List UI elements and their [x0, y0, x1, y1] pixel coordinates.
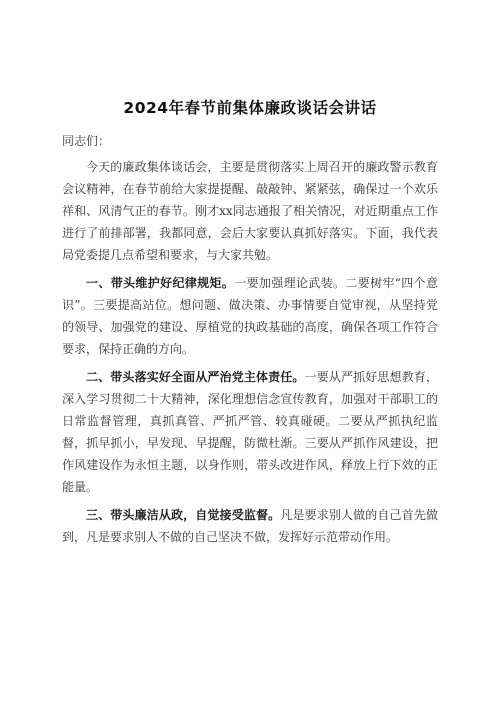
section-2-paragraph	[62, 366, 438, 498]
section-1-heading: 一、带头维护好纪律规矩。	[86, 276, 235, 290]
document-title: 2024年春节前集体廉政谈话会讲话	[123, 99, 377, 117]
section-2-heading: 二、带头落实好全面从严治党主体责任。	[86, 370, 305, 384]
section-3-heading: 三、带头廉洁从政，自觉接受监督。	[86, 508, 281, 522]
section-3-body: 凡是要求别人做的自己首先做到，凡是要求别人不做的自己坚决不做，发挥好示范带动作用。	[62, 508, 438, 544]
section-1-body: 一要加强理论武装。二要树牢“四个意识”。三要提高站位。想问题、做决策、办事情要自觉审视，从坚持党的领导、加强党的建设、厚植党的执政基础的高度，确保各项工作符合要求，保持正确的方向。	[62, 276, 438, 356]
intro-paragraph: 今天的廉政集体谈话会，主要是贯彻落实上周召开的廉政警示教育会议精神，在春节前给大家提提醒、敲敲钟、紧紧弦，确保过一个欢乐祥和、风清气正的春节。刚才xx同志通报了相关情况，对近期重点工作进行了前排部署，我都同意，会后大家要认真抓好落实。下面，我代表局党委提几点希望和要求，与大家共勉。	[62, 160, 438, 262]
salutation: 同志们：	[62, 134, 111, 148]
section-3-paragraph	[62, 504, 438, 548]
section-1-paragraph	[62, 272, 438, 360]
section-2-body: 一要从严抓好思想教育，深入学习贯彻二十大精神，深化理想信念宣传教育，加强对干部职工的日常监督管理，真抓真管、严抓严管、较真碰硬。二要从严抓执纪监督，抓早抓小，早发现、早提醒，防微杜渐。三要从严抓作风建设，把作风建设作为永恒主题，以身作则，带头改进作风，释放上行下效的正能量。	[62, 370, 438, 494]
